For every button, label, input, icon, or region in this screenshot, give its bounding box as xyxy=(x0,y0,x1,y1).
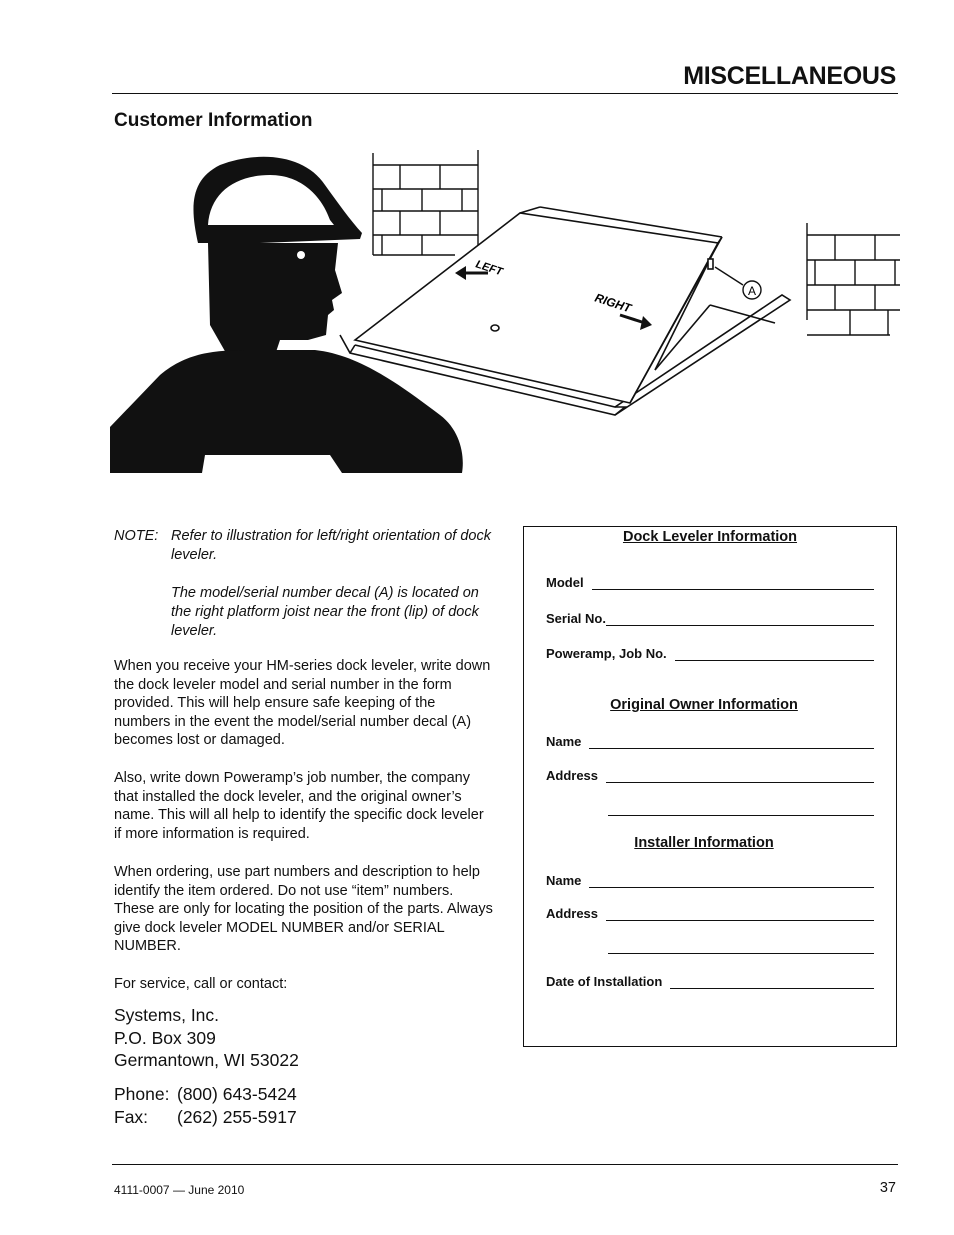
paragraph-service: For service, call or contact: xyxy=(114,976,288,992)
phone-label: Phone: xyxy=(114,1084,170,1104)
model-label: Model xyxy=(546,575,584,590)
installer-address-label: Address xyxy=(546,906,599,921)
installer-address-field-2[interactable] xyxy=(608,953,874,954)
fax-number: (262) 255-5917 xyxy=(177,1106,297,1127)
owner-address-field[interactable] xyxy=(606,770,874,783)
contact-phones xyxy=(114,1083,297,1128)
paragraph-ordering: When ordering, use part numbers and description to help identify the item ordered. Do not use “item” numbers. These are only for locating the position of the parts. Always give dock leveler MODEL NUMBER and/or SERIAL NUMBER. xyxy=(114,864,493,954)
job-field[interactable] xyxy=(675,648,874,661)
left-label: LEFT xyxy=(474,258,504,279)
leveler-platform xyxy=(355,207,775,403)
owner-name-field[interactable] xyxy=(589,736,874,749)
customer-info-form xyxy=(523,526,897,1047)
owner-name-label: Name xyxy=(546,734,582,749)
owner-name-row[interactable] xyxy=(546,734,874,749)
owner-address-field-2[interactable] xyxy=(608,815,874,816)
install-date-field[interactable] xyxy=(670,976,874,989)
installer-address-row[interactable] xyxy=(546,906,874,921)
contact-address xyxy=(114,1004,299,1072)
callout-a-label: A xyxy=(747,284,757,298)
section-title: MISCELLANEOUS xyxy=(683,62,896,90)
installer-name-label: Name xyxy=(546,873,582,888)
document-id: 4111-0007 — June 2010 xyxy=(114,1183,245,1197)
job-row[interactable] xyxy=(546,646,874,661)
model-field[interactable] xyxy=(592,577,874,590)
owner-info-header: Original Owner Information xyxy=(610,697,798,713)
header-rule xyxy=(112,93,898,94)
serial-label: Serial No. xyxy=(546,611,606,626)
company-name: Systems, Inc. xyxy=(114,1005,220,1025)
note-line-2: The model/serial number decal (A) is located on the right platform joist near the front (lip) of dock leveler. xyxy=(171,585,479,639)
serial-row[interactable] xyxy=(546,611,874,626)
serial-field[interactable] xyxy=(606,613,874,626)
dock-leveler-illustration xyxy=(110,145,900,475)
fax-label: Fax: xyxy=(114,1106,149,1127)
left-brick-wall xyxy=(373,150,478,257)
owner-address-row[interactable] xyxy=(546,768,874,783)
city-line: Germantown, WI 53022 xyxy=(114,1050,299,1070)
page-number: 37 xyxy=(879,1180,896,1196)
note-label: NOTE: xyxy=(114,528,159,544)
phone-number: (800) 643-5424 xyxy=(177,1084,297,1104)
right-brick-wall xyxy=(807,223,900,335)
owner-address-label: Address xyxy=(546,768,599,783)
paragraph-job-number: Also, write down Poweramp’s job number, the company that installed the dock leveler, and the original owner’s name. This will all help to identify the specific dock leveler if more information is required. xyxy=(114,770,484,842)
paragraph-receive: When you receive your HM-series dock leveler, write down the dock leveler model and serial number in the form provided. This will help ensure safe keeping of the numbers in the event the model/serial number decal (A) becomes lost or damaged. xyxy=(114,658,491,748)
job-label: Poweramp, Job No. xyxy=(546,646,667,661)
model-row[interactable] xyxy=(546,575,874,590)
page-subtitle: Customer Information xyxy=(114,110,313,131)
installer-address-field[interactable] xyxy=(606,908,874,921)
installer-name-field[interactable] xyxy=(589,875,874,888)
installer-name-row[interactable] xyxy=(546,873,874,888)
po-box: P.O. Box 309 xyxy=(114,1027,216,1048)
install-date-row[interactable] xyxy=(546,974,874,989)
note-line-1: Refer to illustration for left/right orientation of dock leveler. xyxy=(171,528,491,563)
install-date-label: Date of Installation xyxy=(546,974,663,989)
dock-info-header: Dock Leveler Information xyxy=(622,529,798,545)
installer-info-header: Installer Information xyxy=(634,835,774,851)
footer-rule xyxy=(112,1164,898,1165)
right-label: RIGHT xyxy=(593,290,633,316)
orientation-note xyxy=(114,527,494,660)
